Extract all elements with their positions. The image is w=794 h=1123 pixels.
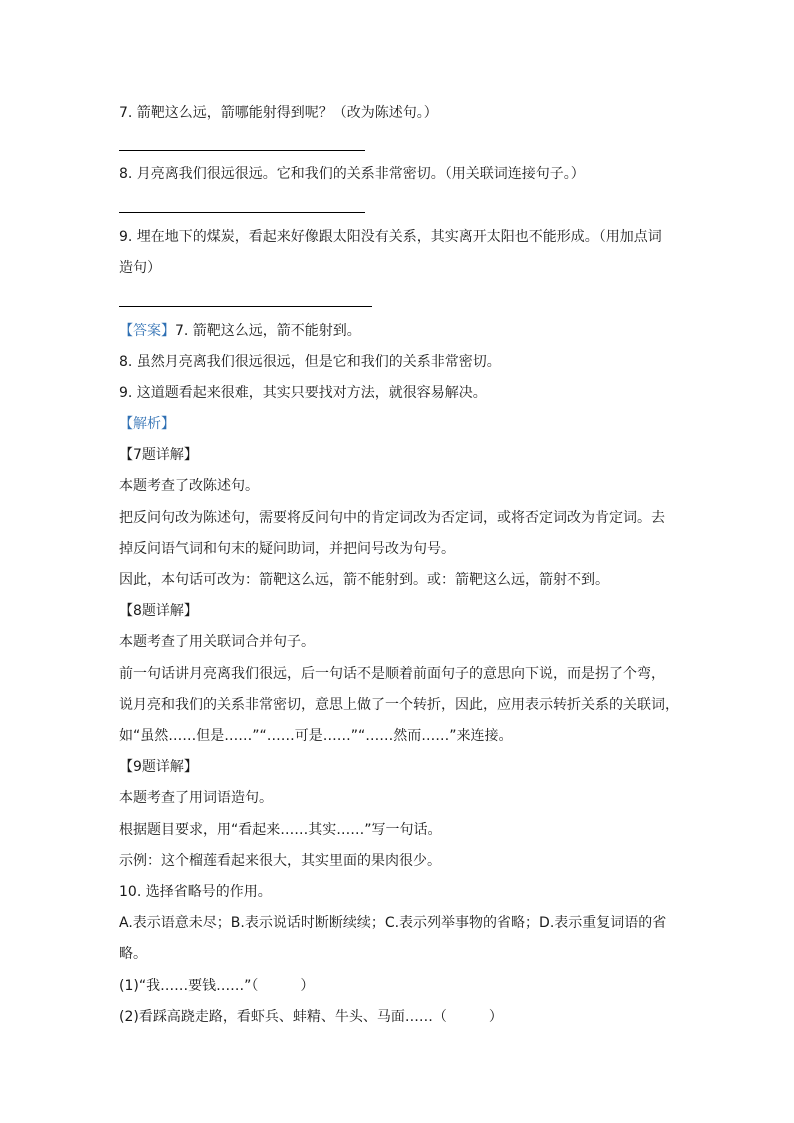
detail-8-line-1: 本题考查了用关联词合并句子。 — [119, 634, 315, 650]
answer-line-9 — [119, 306, 372, 307]
detail-8-line-3: 说月亮和我们的关系非常密切，意思上做了一个转折，因此，应用表示转折关系的关联词， — [119, 697, 679, 713]
answer-8: 8. 虽然月亮离我们很远很远，但是它和我们的关系非常密切。 — [119, 354, 501, 370]
question-9-line-2: 造句） — [119, 260, 161, 276]
question-10-item-2: (2)看踩高跷走路，看虾兵、蚌精、牛头、马面……（ ） — [119, 1009, 503, 1025]
detail-7-line-1: 本题考查了改陈述句。 — [119, 478, 259, 494]
detail-9-title: 【9题详解】 — [119, 759, 198, 775]
question-7: 7. 箭靶这么远，箭哪能射得到呢？（改为陈述句。） — [119, 105, 438, 121]
detail-7-line-3: 掉反问语气词和句末的疑问助词，并把问号改为句号。 — [119, 541, 455, 557]
detail-7-line-4: 因此，本句话可改为：箭靶这么远，箭不能射到。或：箭靶这么远，箭射不到。 — [119, 572, 609, 588]
question-10-item-1: (1)“我……要钱……”（ ） — [119, 978, 315, 994]
question-10-options-line-2: 略。 — [119, 946, 147, 962]
detail-9-line-2: 根据题目要求，用“看起来……其实……”写一句话。 — [119, 822, 442, 838]
detail-9-line-1: 本题考查了用词语造句。 — [119, 790, 273, 806]
detail-7-title: 【7题详解】 — [119, 447, 198, 463]
answer-7 — [119, 321, 361, 341]
answer-line-7 — [119, 150, 365, 151]
detail-8-title: 【8题详解】 — [119, 603, 198, 619]
answer-label: 【答案】 — [119, 323, 175, 339]
answer-7-text: 7. 箭靶这么远，箭不能射到。 — [175, 323, 361, 339]
answer-9: 9. 这道题看起来很难，其实只要找对方法，就很容易解决。 — [119, 385, 487, 401]
detail-9-line-3: 示例：这个榴莲看起来很大，其实里面的果肉很少。 — [119, 853, 441, 869]
question-10-title: 10. 选择省略号的作用。 — [119, 884, 272, 900]
analysis-label: 【解析】 — [119, 416, 175, 432]
detail-7-line-2: 把反问句改为陈述句，需要将反问句中的肯定词改为否定词，或将否定词改为肯定词。去 — [119, 510, 665, 526]
detail-8-line-2: 前一句话讲月亮离我们很远，后一句话不是顺着前面句子的意思向下说，而是拐了个弯， — [119, 666, 665, 682]
question-8: 8. 月亮离我们很远很远。它和我们的关系非常密切。（用关联词连接句子。） — [119, 166, 585, 182]
question-10-options-line-1: A.表示语意未尽；B.表示说话时断断续续；C.表示列举事物的省略；D.表示重复词语的省 — [119, 915, 667, 931]
question-9-line-1: 9. 埋在地下的煤炭，看起来好像跟太阳没有关系，其实离开太阳也不能形成。（用加点词 — [119, 229, 662, 245]
answer-line-8 — [119, 212, 365, 213]
detail-8-line-4: 如“虽然……但是……”“……可是……”“……然而……”来连接。 — [119, 728, 513, 744]
